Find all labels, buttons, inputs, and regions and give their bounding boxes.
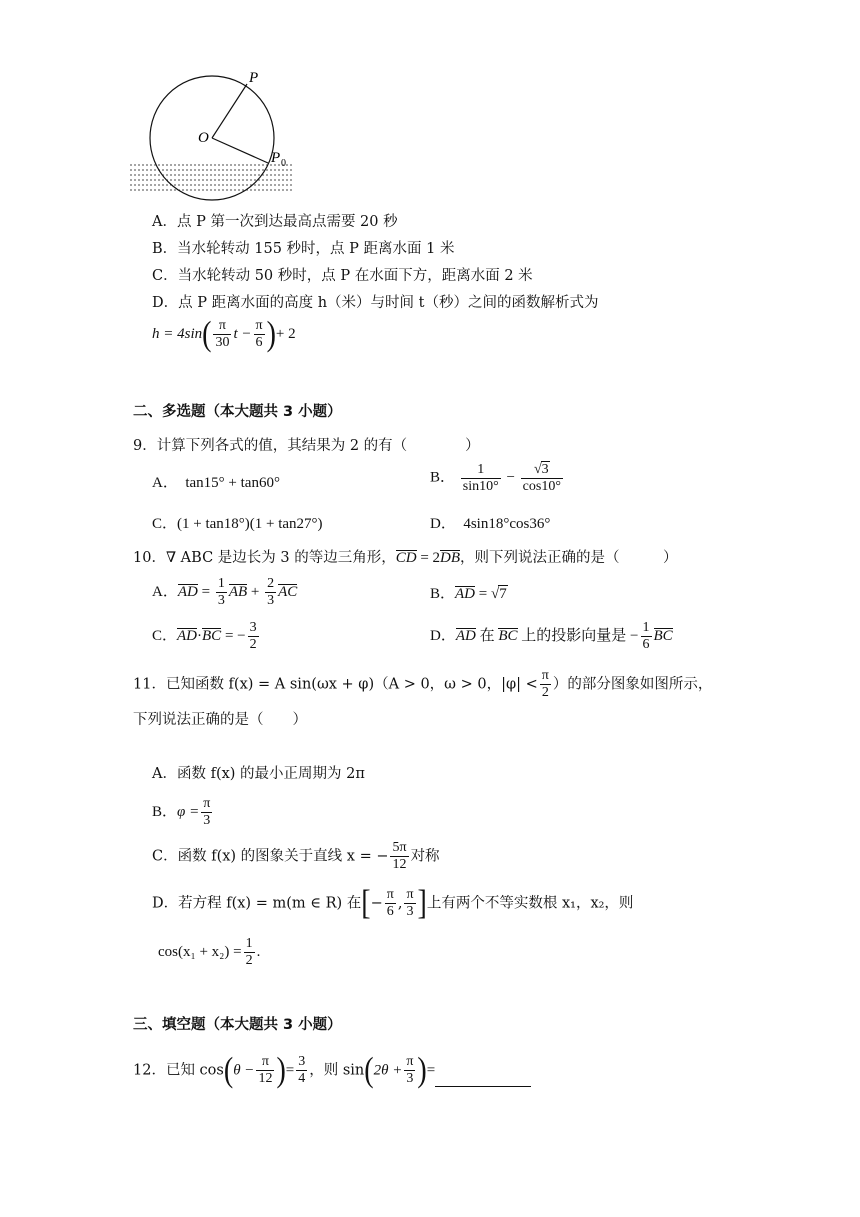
q8-option-b: B．当水轮转动 155 秒时，点 P 距离水面 1 米	[152, 241, 455, 257]
radius-OP	[212, 84, 247, 138]
q12-answer-blank[interactable]	[435, 1070, 531, 1087]
q11-stem: 11．已知函数 f(x) = A sin(ωx + φ)（A > 0，ω > 0，|φ| < $\frac{\pi}{2}$ ）的部分图象如图所示，	[133, 668, 713, 700]
q11-option-a: A．函数 f(x) 的最小正周期为 2π	[152, 766, 365, 782]
label-P0-sub: 0	[281, 158, 286, 169]
q10-option-a: A．AD = $\frac{1}{3}$ AB + $\frac{2}{3}$ AC	[152, 576, 298, 608]
q9-option-c: C．(1 + tan18°)(1 + tan27°)	[152, 516, 323, 532]
q12-stem: 12．已知 cos(θ − $\frac{\pi}{12}$ )= $\frac{3}{4}$ ，则 sin(2θ + $\frac{\pi}{3}$ )=	[133, 1054, 531, 1087]
label-O: O	[198, 130, 209, 146]
section-2-title: 二、多选题（本大题共 3 小题）	[133, 404, 342, 420]
q8-option-d-formula: h = 4sin( $\frac{\pi}{30}$ t − $\frac{\pi}{6}$ )+ 2	[152, 314, 296, 354]
q9-stem: 9．计算下列各式的值，其结果为 2 的有（ ）	[133, 438, 480, 454]
section-3-title: 三、填空题（本大题共 3 小题）	[133, 1017, 342, 1033]
q9-option-b: B． $\frac{1}{\sin 10^\circ}$ − $\frac{√3}{\cos 10^\circ}$	[430, 461, 561, 494]
water-surface	[130, 165, 294, 190]
q8-option-a: A．点 P 第一次到达最高点需要 20 秒	[152, 214, 398, 230]
q11-option-c: C．函数 f(x) 的图象关于直线 x = − $\frac{5\pi}{12}$ 对称	[152, 840, 440, 872]
q10-stem: 10．∇ ABC 是边长为 3 的等边三角形，CD = 2DB，则下列说法正确的是（ ）	[133, 550, 678, 566]
radius-OP0	[212, 138, 268, 163]
q11-option-d-line2: cos(x₁ + x₂) = $\frac{1}{2}$ .	[158, 936, 261, 968]
q10-option-d: D．AD 在 BC 上的投影向量是 − $\frac{1}{6}$ BC	[430, 620, 673, 652]
water-wheel-figure	[128, 66, 298, 206]
q11-option-b: B．φ = $\frac{\pi}{3}$	[152, 796, 211, 828]
q11-stem-line2: 下列说法正确的是（ ）	[133, 712, 307, 728]
label-P0: P	[271, 150, 281, 166]
q9-option-d: D． 4sin18°cos36°	[430, 516, 551, 532]
label-P: P	[249, 70, 259, 86]
q10-option-c: C．AD·BC = − $\frac{3}{2}$	[152, 620, 257, 652]
q8-option-c: C．当水轮转动 50 秒时，点 P 在水面下方，距离水面 2 米	[152, 268, 533, 284]
q11-option-d: D．若方程 f(x) = m(m ∈ R) 在[− $\frac{\pi}{6}$ , $\frac{\pi}{3}$ ]上有两个不等实数根 x₁，x₂，则	[152, 883, 634, 923]
q8-option-d: D．点 P 距离水面的高度 h（米）与时间 t（秒）之间的函数解析式为	[152, 295, 599, 311]
q10-option-b: B．AD = √7	[430, 586, 507, 602]
q9-option-a: A． tan15° + tan60°	[152, 475, 280, 491]
